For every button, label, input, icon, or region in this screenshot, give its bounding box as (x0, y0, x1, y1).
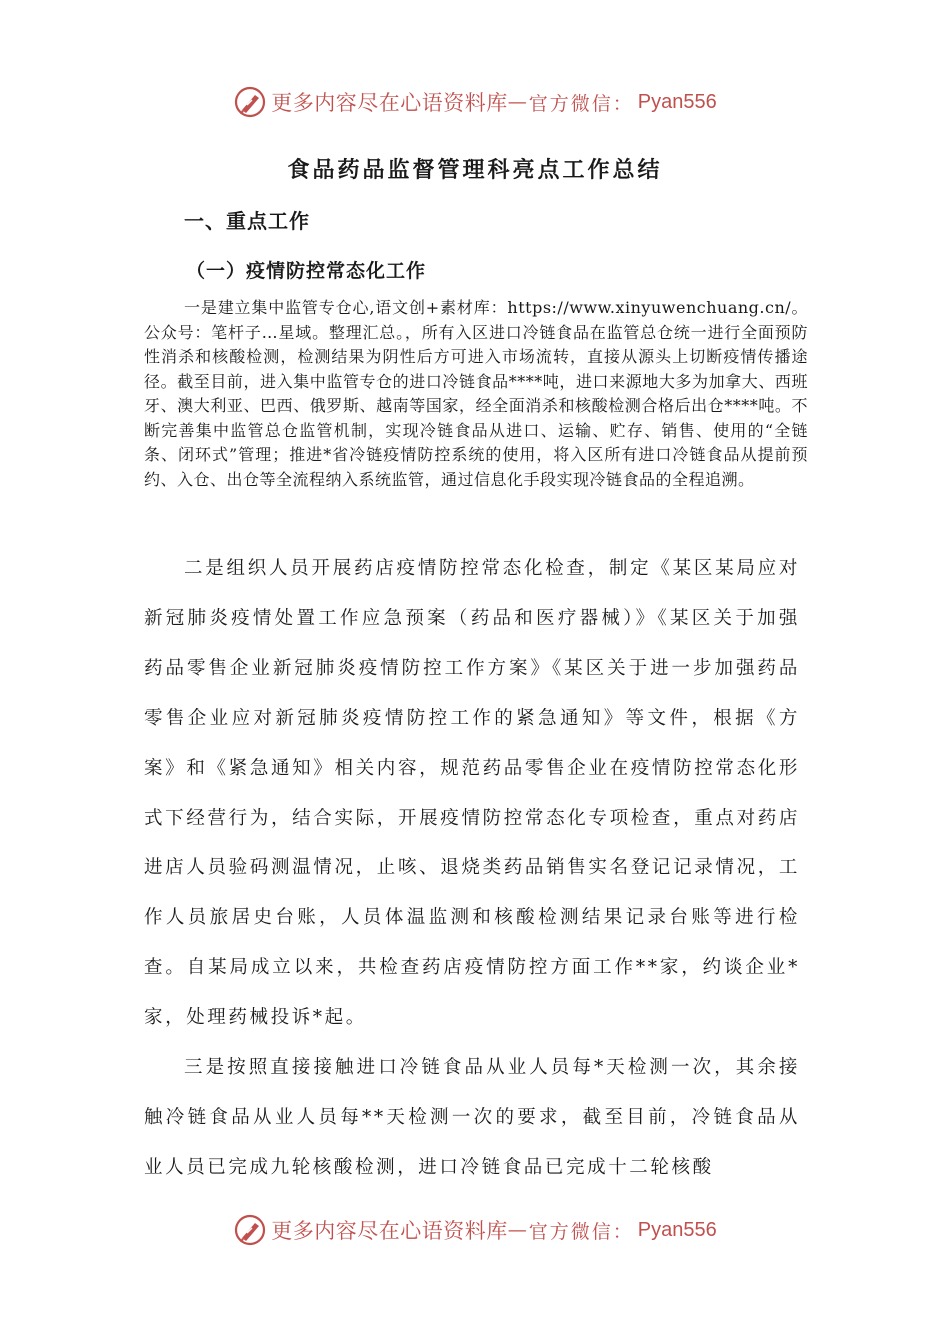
banner-wechat-id: Pyan556 (637, 1218, 717, 1241)
banner-dash: — (507, 91, 529, 113)
banner-wechat-label: 官方微信： (528, 1220, 634, 1243)
body-paragraph-1: 一是建立集中监管专仓心,语文创+素材库：https://www.xinyuwenchuang.cn/。公众号：笔杆子…星域。整理汇总。，所有入区进口冷链食品在监管总仓统一进行全面预防性消杀和核酸检测，检测结果为阴性后方可进入市场流转，直接从源头上切断疫情传播途径。截至目前，进入集中监管专仓的进口冷链食品****吨，进口来源地大多为加拿大、西班牙、澳大利亚、巴西、俄罗斯、越南等国家，经全面消杀和核酸检测合格后出仓****吨。不断完善集中监管总仓监管机制，实现冷链食品从进口、运输、贮存、销售、使用的“全链条、闭环式”管理；推进*省冷链疫情防控系统的使用，将入区所有进口冷链食品从提前预约、入仓、出仓等全流程纳入系统监管，通过信息化手段实现冷链食品的全程追溯。 (144, 298, 808, 489)
section-heading: 一、重点工作 (184, 209, 310, 233)
banner-wechat-label: 官方微信： (528, 92, 634, 115)
fountain-pen-logo-icon (233, 1213, 267, 1247)
header-watermark-banner (0, 80, 950, 124)
banner-wechat-id: Pyan556 (637, 90, 717, 113)
subsection-heading: （一）疫情防控常态化工作 (186, 260, 427, 282)
banner-dash: — (507, 1219, 529, 1241)
banner-main-text: 更多内容尽在心语资料库 (271, 91, 508, 115)
document-title: 食品药品监督管理科亮点工作总结 (287, 157, 663, 183)
banner-main-text: 更多内容尽在心语资料库 (271, 1219, 508, 1243)
body-paragraph-2: 二是组织人员开展药店疫情防控常态化检查，制定《某区某局应对新冠肺炎疫情处置工作应急预案（药品和医疗器械）》《某区关于加强药品零售企业新冠肺炎疫情防控工作方案》《某区关于进一步加强药品零售企业应对新冠肺炎疫情防控工作的紧急通知》等文件，根据《方案》和《紧急通知》相关内容，规范药品零售企业在疫情防控常态化形式下经营行为，结合实际，开展疫情防控常态化专项检查，重点对药店进店人员验码测温情况，止咳、退烧类药品销售实名登记记录情况，工作人员旅居史台账，人员体温监测和核酸检测结果记录台账等进行检查。自某局成立以来，共检查药店疫情防控方面工作**家，约谈企业*家，处理药械投诉*起。 (144, 558, 800, 1029)
fountain-pen-logo-icon (233, 85, 267, 119)
footer-watermark-banner (0, 1208, 950, 1252)
body-paragraph-3: 三是按照直接接触进口冷链食品从业人员每*天检测一次，其余接触冷链食品从业人员每**天检测一次的要求，截至目前，冷链食品从业人员已完成九轮核酸检测，进口冷链食品已完成十二轮核酸 (144, 1057, 800, 1178)
